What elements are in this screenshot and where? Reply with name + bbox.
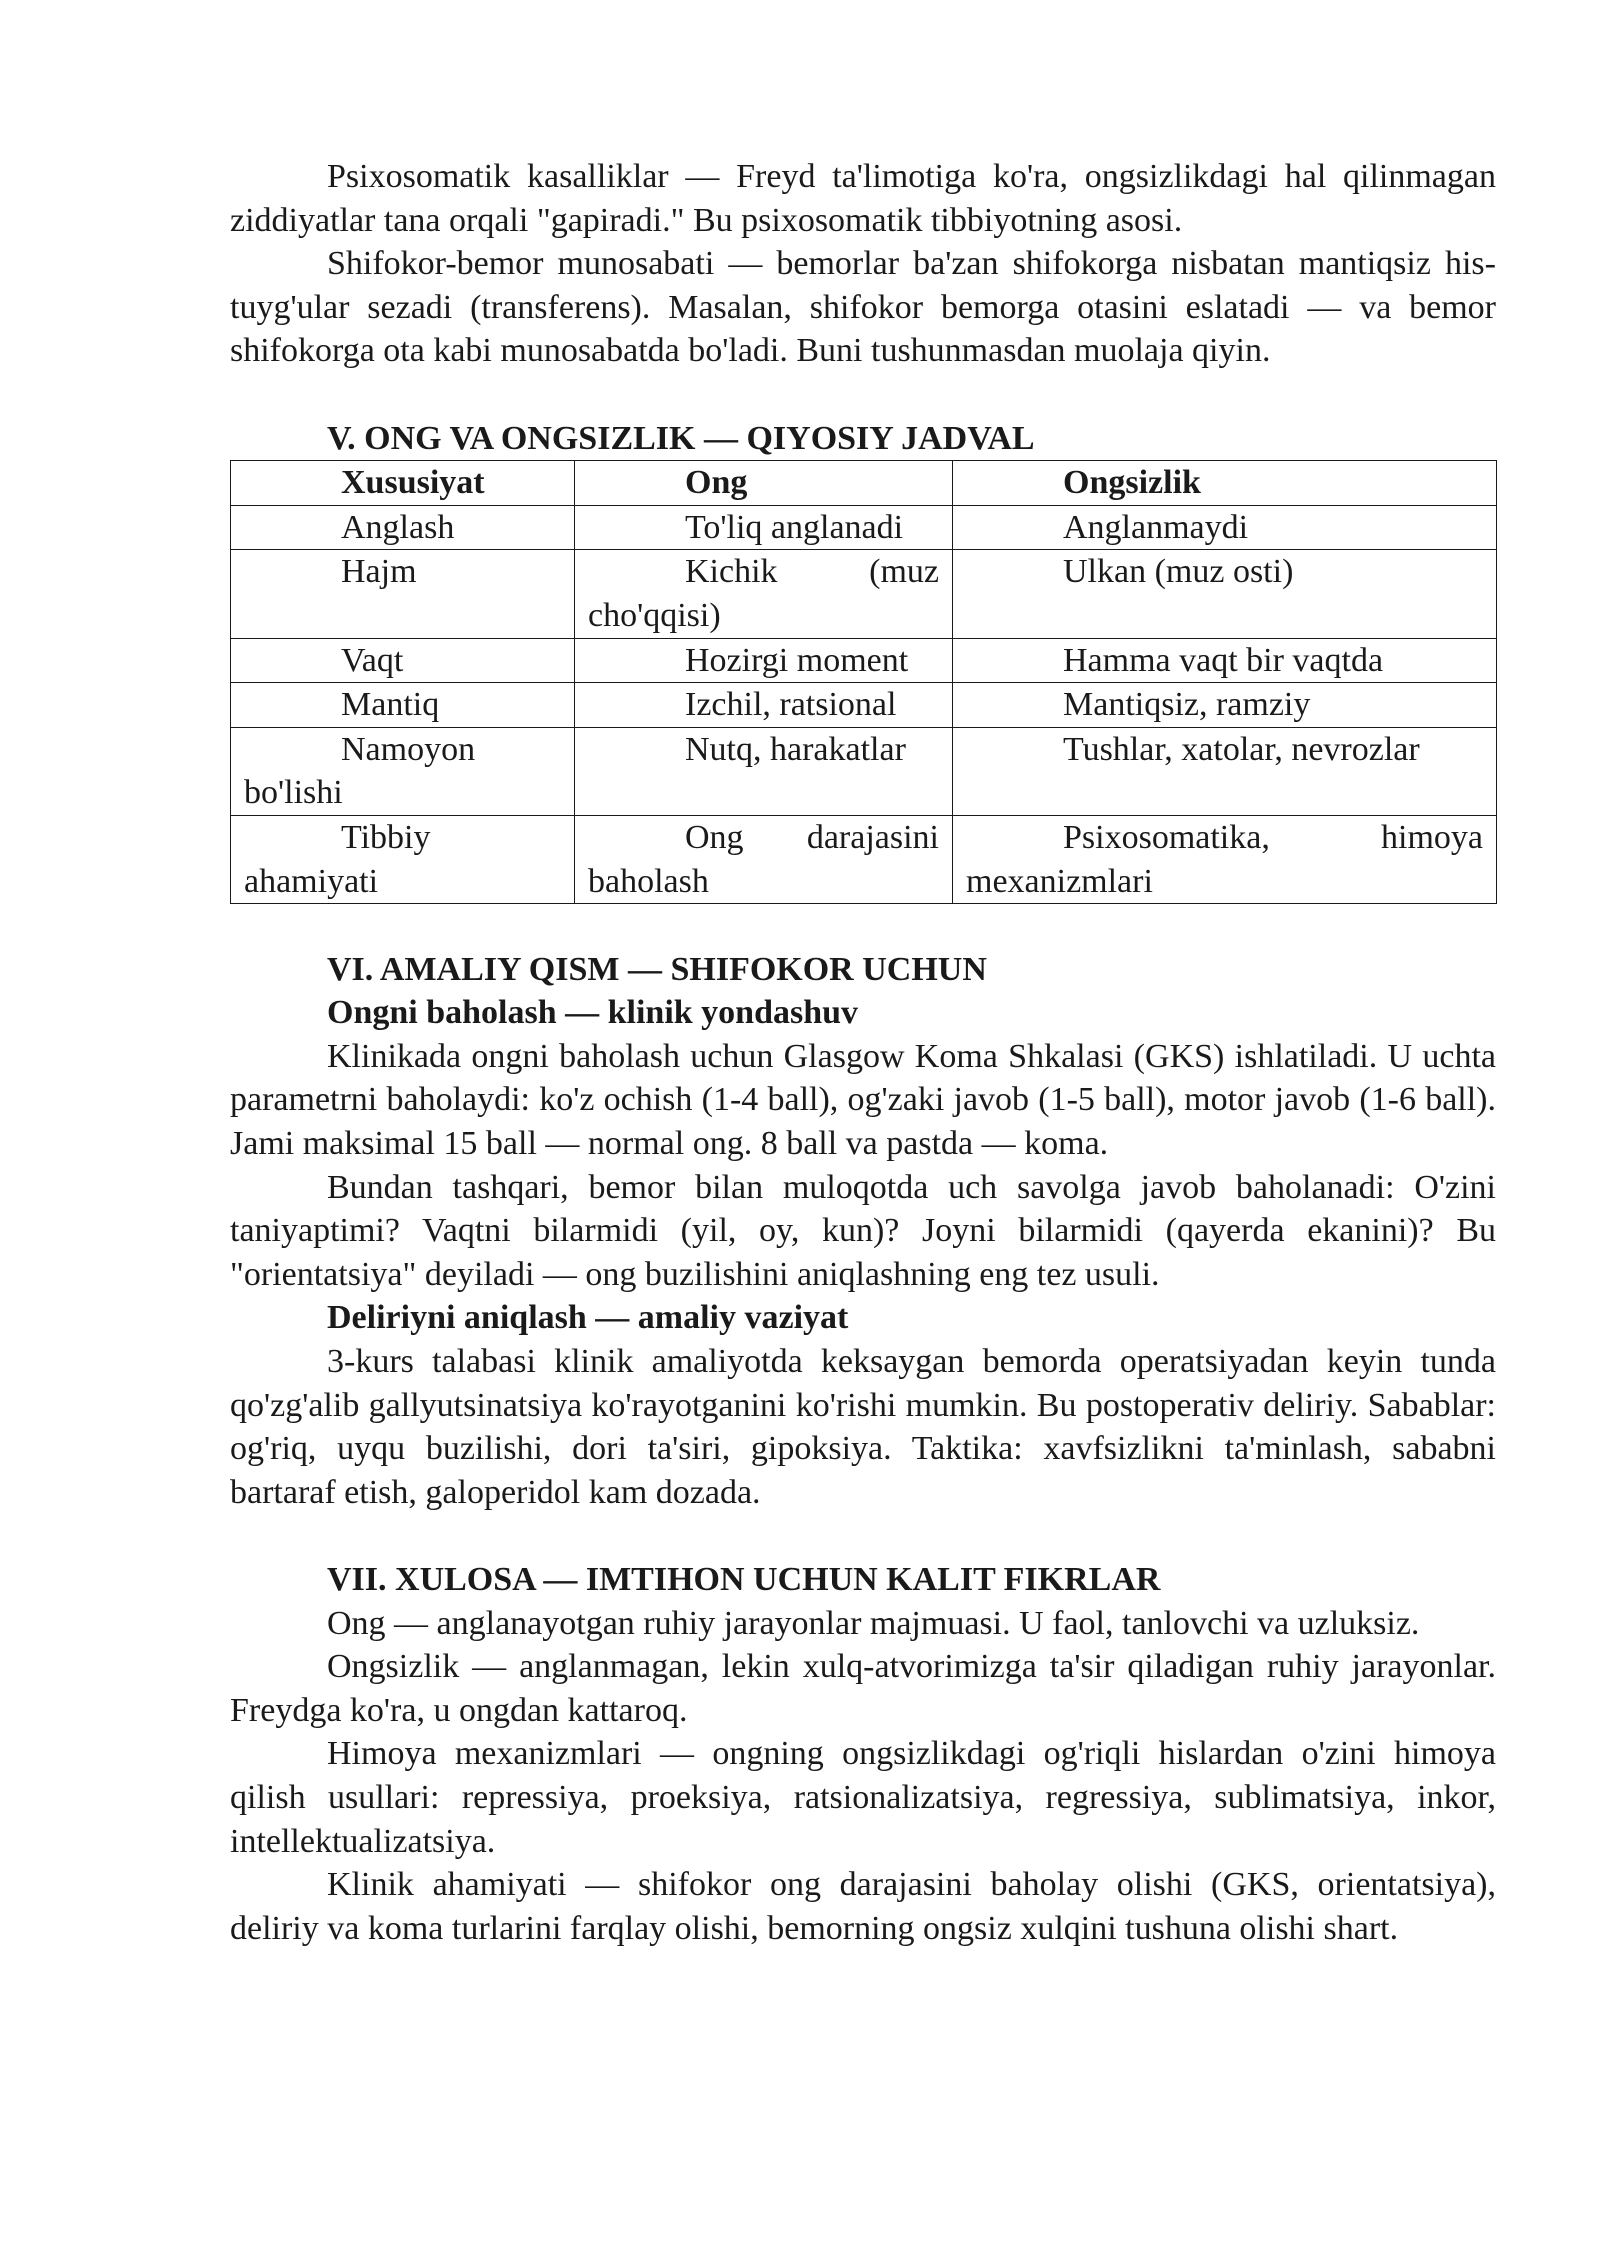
section-gap bbox=[230, 904, 1496, 948]
table-cell: Namoyon bo'lishi bbox=[231, 727, 575, 815]
paragraph-conclusion-consciousness: Ong — anglanayotgan ruhiy jarayonlar majmuasi. U faol, tanlovchi va uzluksiz. bbox=[327, 1604, 1420, 1642]
table-cell: Kichik (muz cho'qqisi) bbox=[575, 550, 953, 638]
section-gap bbox=[230, 1514, 1496, 1558]
section-gap bbox=[230, 373, 1496, 417]
table-cell: Izchil, ratsional bbox=[575, 683, 953, 728]
table-cell: Ulkan (muz osti) bbox=[953, 550, 1497, 638]
document-page bbox=[230, 155, 1496, 1950]
section-5-heading: V. ONG VA ONGSIZLIK — QIYOSIY JADVAL bbox=[327, 419, 1035, 457]
paragraph-conclusion-clinical: Klinik ahamiyati — shifokor ong darajasini baholay olishi (GKS, orientatsiya), deliriy va koma turlarini farqlay olishi, bemorning ongsiz xulqini tushuna olishi shart. bbox=[230, 1866, 1496, 1947]
table-cell: To'liq anglanadi bbox=[575, 505, 953, 550]
section-6-heading: VI. AMALIY QISM — SHIFOKOR UCHUN bbox=[327, 950, 987, 988]
table-cell: Hozirgi moment bbox=[575, 638, 953, 683]
paragraph-delirium-case: 3-kurs talabasi klinik amaliyotda keksaygan bemorda operatsiyadan keyin tunda qo'zg'alib gallyutsinatsiya ko'rayotganini ko'rishi mumkin. Bu postoperativ deliriy. Sabablar: og'riq, uyqu buzilishi, dori ta'siri, gipoksiya. Taktika: xavfsizlikni ta'minlash, sababni bartaraf etish, galoperidol kam dozada. bbox=[230, 1343, 1496, 1511]
table-cell: Anglanmaydi bbox=[953, 505, 1497, 550]
comparison-table bbox=[230, 460, 1497, 904]
table-cell: Ong darajasini baholash bbox=[575, 815, 953, 903]
table-row bbox=[231, 727, 1497, 815]
paragraph-conclusion-defense: Himoya mexanizmlari — ongning ongsizlikdagi og'riqli hislardan o'zini himoya qilish usullari: repressiya, proeksiya, ratsionalizatsiya, regressiya, sublimatsiya, inkor, intellektualizatsiya. bbox=[230, 1735, 1496, 1860]
table-cell: Hajm bbox=[231, 550, 575, 638]
table-header-cell: Ongsizlik bbox=[953, 461, 1497, 506]
table-cell: Tushlar, xatolar, nevrozlar bbox=[953, 727, 1497, 815]
table-cell: Vaqt bbox=[231, 638, 575, 683]
paragraph-conclusion-unconscious: Ongsizlik — anglanmagan, lekin xulq-atvorimizga ta'sir qiladigan ruhiy jarayonlar. Freydga ko'ra, u ongdan kattaroq. bbox=[230, 1648, 1496, 1729]
table-row bbox=[231, 683, 1497, 728]
table-row bbox=[231, 815, 1497, 903]
table-row bbox=[231, 505, 1497, 550]
subsection-heading-delirium: Deliriyni aniqlash — amaliy vaziyat bbox=[327, 1299, 849, 1337]
table-cell: Mantiq bbox=[231, 683, 575, 728]
table-cell: Hamma vaqt bir vaqtda bbox=[953, 638, 1497, 683]
table-row bbox=[231, 638, 1497, 683]
table-cell: Tibbiy ahamiyati bbox=[231, 815, 575, 903]
table-row bbox=[231, 550, 1497, 638]
paragraph-doctor-patient: Shifokor-bemor munosabati — bemorlar ba'zan shifokorga nisbatan mantiqsiz his-tuyg'ular sezadi (transferens). Masalan, shifokor bemorga otasini eslatadi — va bemor shifokorga ota kabi munosabatda bo'ladi. Buni tushunmasdan muolaja qiyin. bbox=[230, 245, 1496, 370]
table-cell: Psixosomatika, himoya mexanizmlari bbox=[953, 815, 1497, 903]
table-header-row bbox=[231, 461, 1497, 506]
table-cell: Nutq, harakatlar bbox=[575, 727, 953, 815]
paragraph-gcs: Klinikada ongni baholash uchun Glasgow Koma Shkalasi (GKS) ishlatiladi. U uchta parametrni baholaydi: ko'z ochish (1-4 ball), og'zaki javob (1-5 ball), motor javob (1-6 ball). Jami maksimal 15 ball — normal ong. 8 ball va pastda — koma. bbox=[230, 1037, 1496, 1163]
table-cell: Mantiqsiz, ramziy bbox=[953, 683, 1497, 728]
table-header-cell: Xususiyat bbox=[231, 461, 575, 506]
table-cell: Anglash bbox=[231, 505, 575, 550]
table-header-cell: Ong bbox=[575, 461, 953, 506]
paragraph-psychosomatic: Psixosomatik kasalliklar — Freyd ta'limotiga ko'ra, ongsizlikdagi hal qilinmagan ziddiyatlar tana orqali "gapiradi." Bu psixosomatik tibbiyotning asosi. bbox=[230, 158, 1496, 239]
subsection-heading-consciousness-assessment: Ongni baholash — klinik yondashuv bbox=[327, 994, 859, 1032]
paragraph-orientation: Bundan tashqari, bemor bilan muloqotda uch savolga javob baholanadi: O'zini taniyaptimi? Vaqtni bilarmidi (yil, oy, kun)? Joyni bilarmidi (qayerda ekanini)? Bu "orientatsiya" deyiladi — ong buzilishini aniqlashning eng tez usuli. bbox=[230, 1168, 1496, 1293]
section-7-heading: VII. XULOSA — IMTIHON UCHUN KALIT FIKRLAR bbox=[327, 1561, 1161, 1598]
